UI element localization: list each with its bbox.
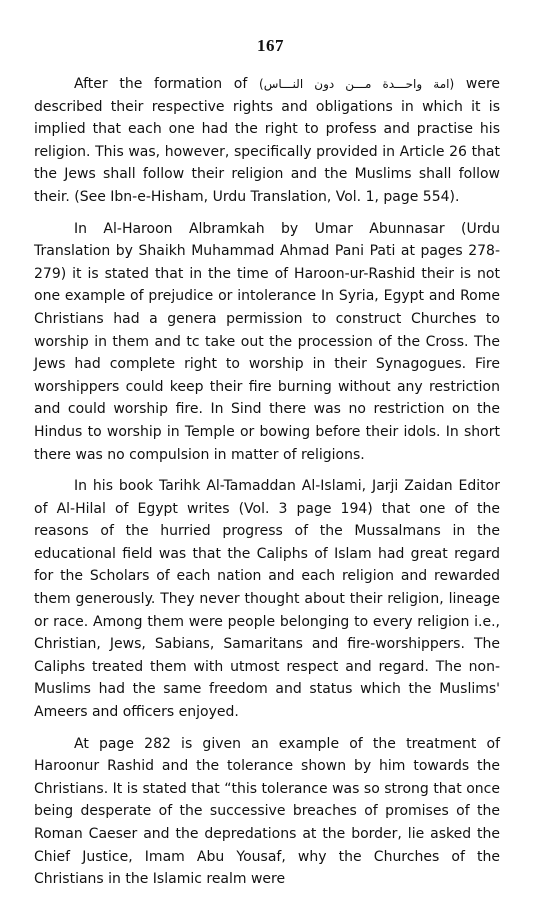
paragraph-al-haroon-albramkah: In Al-Haroon Albramkah by Umar Abunnasar (Urdu Translation by Shaikh Muhammad Ahmad Pani Pati at pages 278-279) it is stated that in the time of Haroon-ur-Rashid their is not one example of prejudice or intolerance In Syria, Egypt and Rome Christians had a genera permission to construct Churches to worship in them and tc take out the procession of the Cross. The Jews had complete right to worship in their Synagogues. Fire worshippers could keep their fire burning without any restriction and could worship fire. In Sind there was no restriction on the Hindus to worship in Temple or bowing before their idols. In short there was no compulsion in matter of religions. — [34, 220, 500, 463]
paragraph-tarihk-al-tamaddan: In his book Tarihk Al-Tamaddan Al-Islami, Jarji Zaidan Editor of Al-Hilal of Egypt writes (Vol. 3 page 194) that one of the reasons of the hurried progress of the Mussalmans in the educational field was that the Caliphs of Islam had great regard for the Scholars of each nation and each religion and rewarded them generously. They never thought about their religion, lineage or race. Among them were people belonging to every religion i.e., Christian, Jews, Sabians, Samaritans and fire-worshippers. The Caliphs treated them with utmost respect and regard. The non-Muslims had the same freedom and status which the Muslims' Ameers and officers enjoyed. — [34, 478, 500, 721]
paragraph-formation-rights — [34, 73, 500, 209]
paragraph-1-rest-text: were described their respective rights and obligations in which it is implied that each one had the right to profess and practise his religion. This was, however, specifically provided in Article 26 that the Jews shall follow their religion and the Muslims shall follow their. (See Ibn-e-Hisham, Urdu Translation, Vol. 1, page 554). — [34, 76, 501, 205]
arabic-phrase: (امة واحـــدة مـــن دون النـــاس) — [259, 77, 455, 91]
page-body — [34, 73, 500, 891]
paragraph-1-lead-text: After the formation of — [74, 76, 260, 92]
page-number: 167 — [257, 36, 284, 55]
paragraph-haroonur-rashid-tolerance: At page 282 is given an example of the treatment of Haroonur Rashid and the tolerance shown by him towards the Christians. It is stated that “this tolerance was so strong that once being desperate of the successive breaches of promises of the Roman Caeser and the depredations at the border, lie asked the Chief Justice, Imam Abu Yousaf, why the Churches of the Christians in the Islamic realm were — [34, 735, 500, 888]
